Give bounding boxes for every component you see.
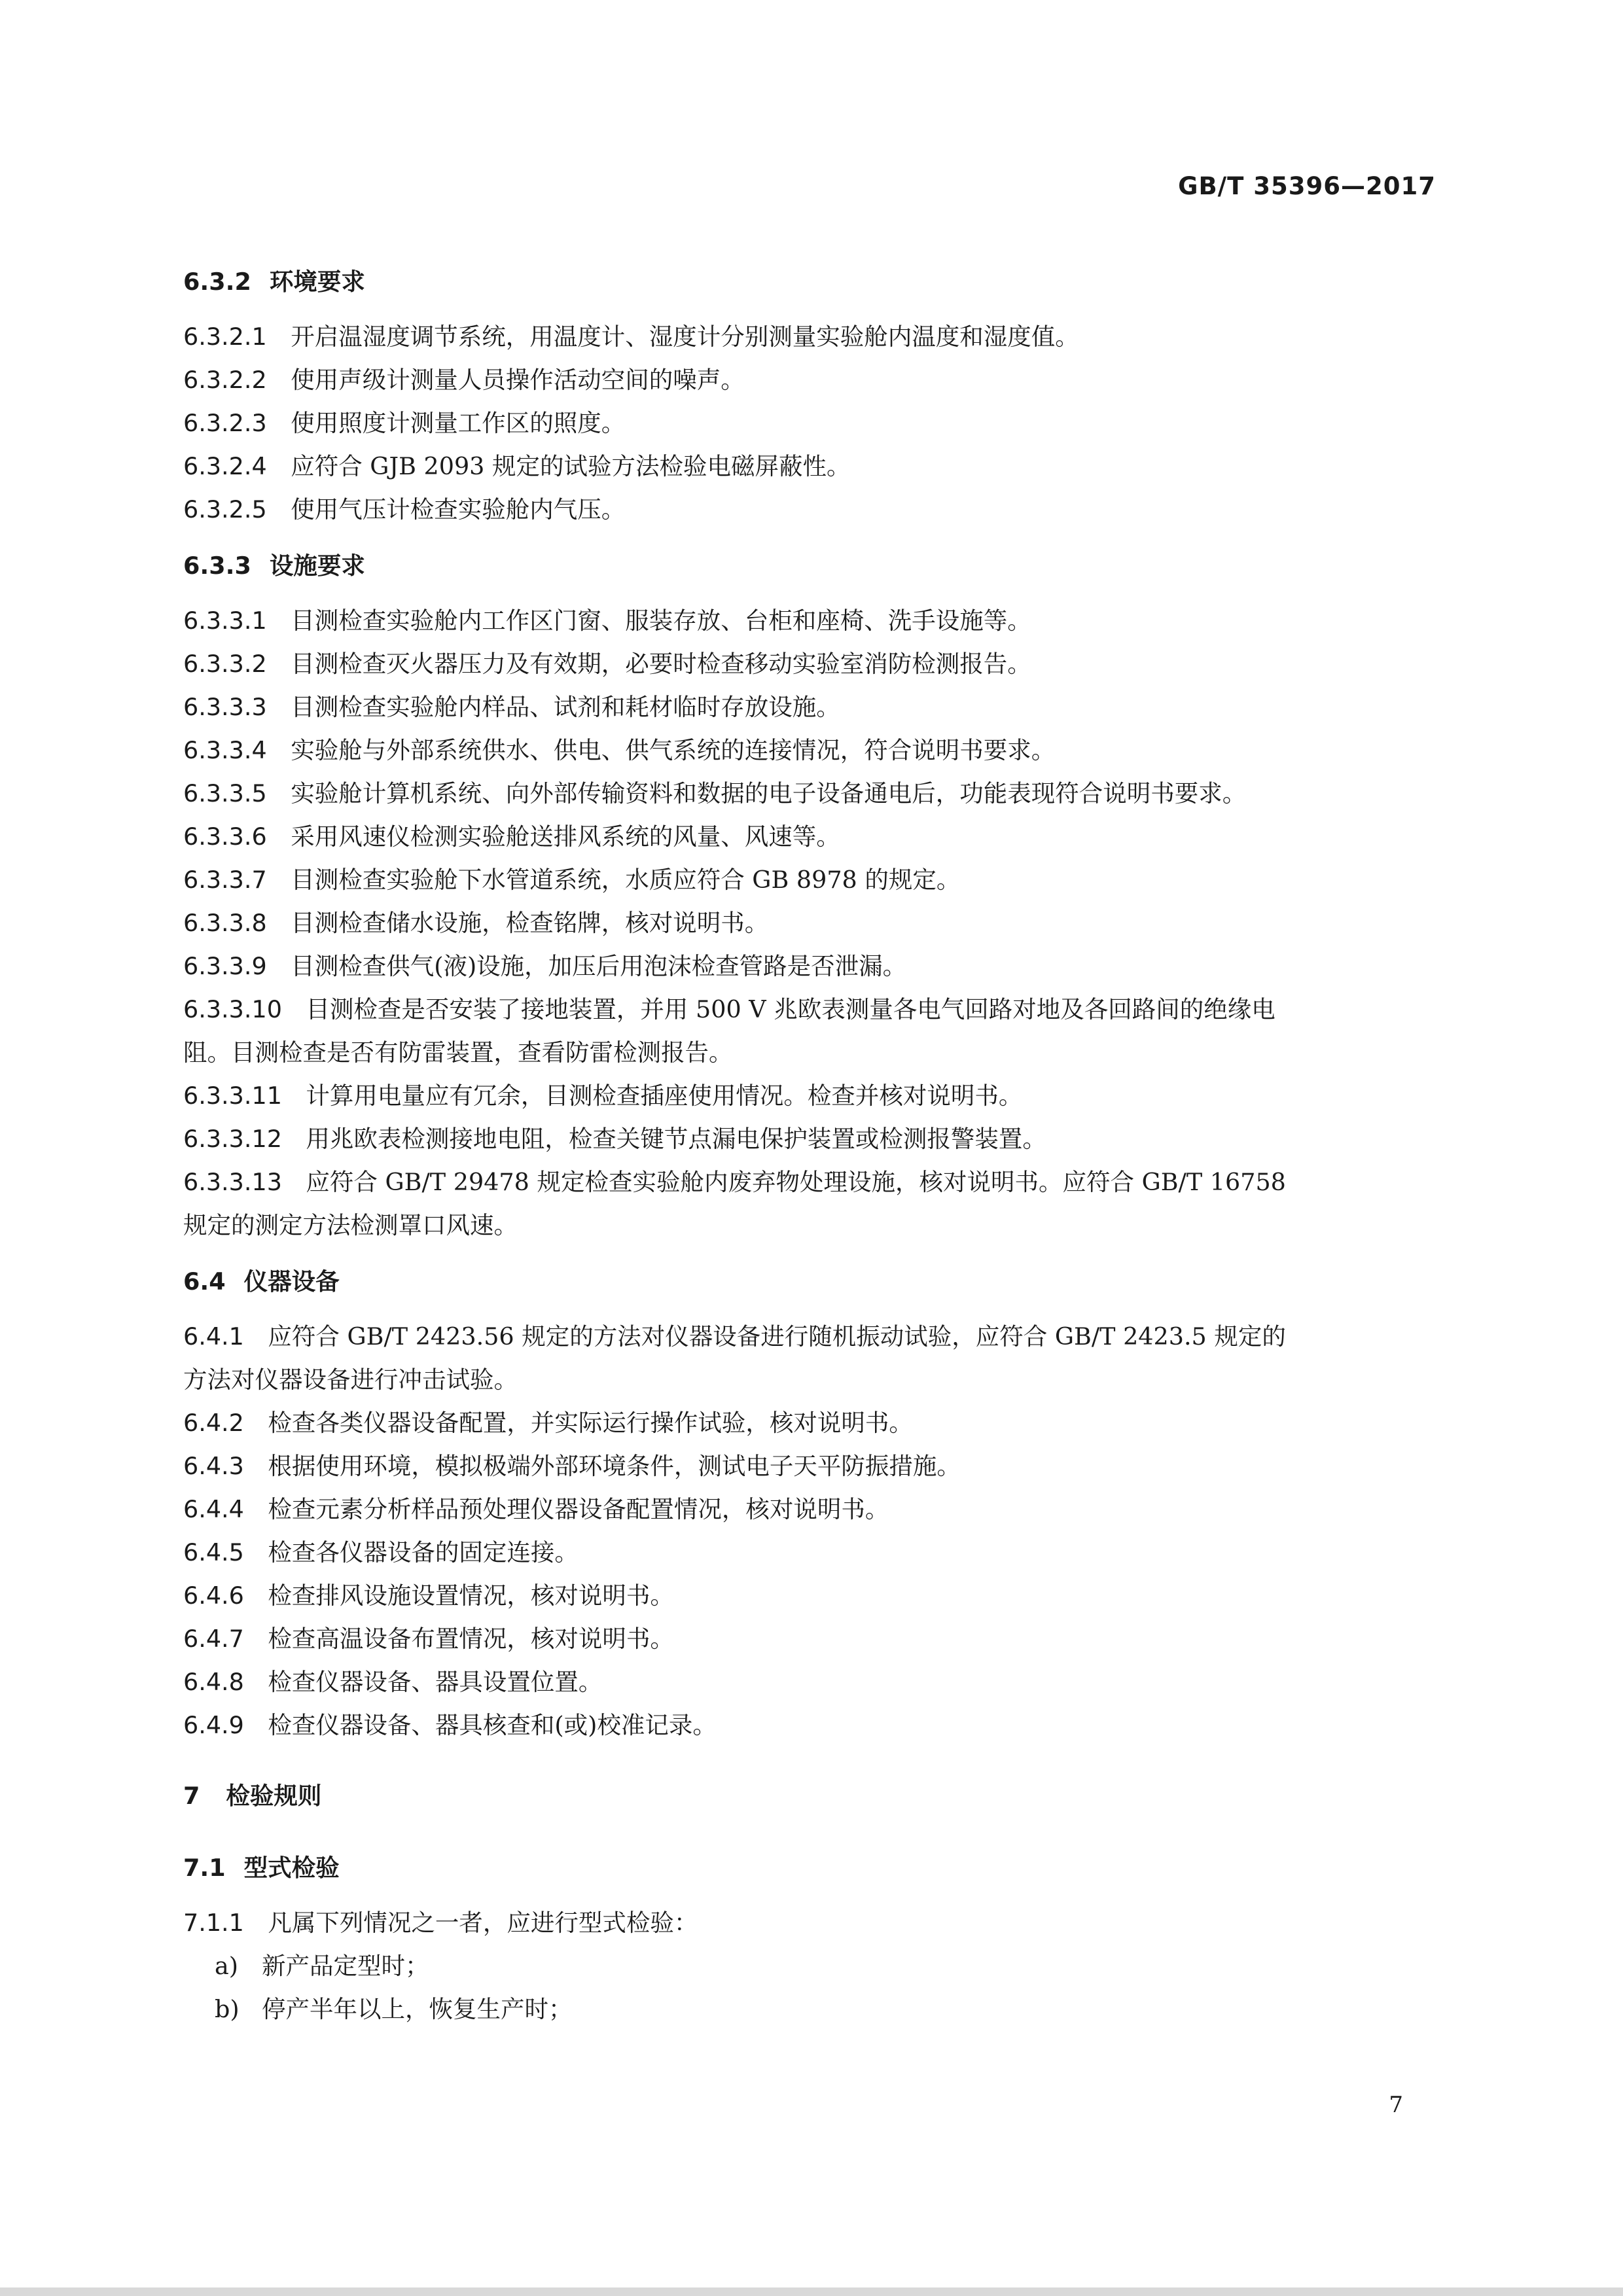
clause-6-3-2-2 [183, 359, 1441, 402]
clause-text: 目测检查供气(液)设施，加压后用泡沫检查管路是否泄漏。 [291, 952, 907, 980]
clause-6-3-3-10 [183, 988, 1441, 1031]
clause-number: 6.3.3.9 [183, 952, 267, 980]
clause-6-3-3-8 [183, 902, 1441, 945]
clause-text: 目测检查灭火器压力及有效期，必要时检查移动实验室消防检测报告。 [291, 650, 1031, 678]
clause-number: 6.3.3.3 [183, 693, 267, 721]
page-bottom-edge [0, 2287, 1623, 2296]
clause-6-4-1-cont: 方法对仪器设备进行冲击试验。 [183, 1366, 518, 1394]
clause-number: 6.4.2 [183, 1409, 244, 1437]
clause-6-4-5 [183, 1531, 1441, 1574]
chapter-title: 检验规则 [226, 1782, 322, 1810]
clause-number: 6.3.3.5 [183, 779, 267, 807]
clause-number: 6.4.6 [183, 1581, 244, 1610]
section-title: 仪器设备 [243, 1267, 340, 1296]
section-heading-7-1 [183, 1846, 1441, 1890]
clause-6-3-3-1 [183, 599, 1441, 643]
clause-text: 应符合 GB/T 2423.56 规定的方法对仪器设备进行随机振动试验，应符合 GB/T 2423.5 规定的 [268, 1322, 1286, 1351]
clause-number: 6.3.3.10 [183, 995, 282, 1023]
clause-number: 6.4.9 [183, 1711, 244, 1739]
list-item-text: 新产品定型时； [262, 1952, 429, 1980]
standard-code: GB/T 35396—2017 [1178, 172, 1436, 200]
clause-text: 目测检查实验舱内样品、试剂和耗材临时存放设施。 [291, 693, 840, 721]
clause-number: 6.3.3.7 [183, 866, 267, 894]
clause-text: 使用气压计检查实验舱内气压。 [291, 495, 626, 523]
clause-6-4-7 [183, 1617, 1441, 1661]
clause-number: 6.3.3.2 [183, 650, 267, 678]
clause-number: 6.3.3.13 [183, 1168, 282, 1196]
clause-number: 6.3.2.4 [183, 452, 267, 480]
clause-6-3-3-11 [183, 1074, 1441, 1118]
list-item-text: 停产半年以上，恢复生产时； [262, 1995, 573, 2023]
clause-6-3-3-9 [183, 945, 1441, 988]
clause-6-3-3-5 [183, 772, 1441, 815]
clause-6-3-3-2 [183, 643, 1441, 686]
section-heading-6-4 [183, 1260, 1441, 1303]
clause-text: 应符合 GJB 2093 规定的试验方法检验电磁屏蔽性。 [291, 452, 851, 480]
chapter-number: 7 [183, 1782, 200, 1810]
clause-6-4-1 [183, 1315, 1441, 1358]
clause-6-4-8 [183, 1661, 1441, 1704]
clause-6-4-6 [183, 1574, 1441, 1617]
clause-number: 7.1.1 [183, 1909, 244, 1937]
clause-6-4-9 [183, 1704, 1441, 1747]
clause-text: 开启温湿度调节系统，用温度计、湿度计分别测量实验舱内温度和湿度值。 [291, 323, 1079, 351]
section-number: 6.4 [183, 1267, 226, 1296]
section-number: 6.3.2 [183, 268, 251, 296]
clause-7-1-1 [183, 1901, 1441, 1945]
clause-text: 检查各仪器设备的固定连接。 [268, 1538, 579, 1566]
clause-6-3-3-4 [183, 729, 1441, 772]
clause-number: 6.4.5 [183, 1538, 244, 1566]
clause-number: 6.3.2.2 [183, 366, 267, 394]
clause-text: 目测检查实验舱内工作区门窗、服装存放、台柜和座椅、洗手设施等。 [291, 607, 1031, 635]
clause-text: 用兆欧表检测接地电阻，检查关键节点漏电保护装置或检测报警装置。 [306, 1125, 1046, 1153]
clause-6-3-2-4 [183, 445, 1441, 488]
list-item-b [183, 1988, 1441, 2031]
clause-number: 6.3.3.12 [183, 1125, 282, 1153]
clause-text: 使用声级计测量人员操作活动空间的噪声。 [291, 366, 745, 394]
section-number: 7.1 [183, 1854, 226, 1882]
list-item-a [183, 1945, 1441, 1988]
clause-text: 计算用电量应有冗余，目测检查插座使用情况。检查并核对说明书。 [306, 1082, 1023, 1110]
page-content [183, 260, 1441, 2031]
clause-text: 根据使用环境，模拟极端外部环境条件，测试电子天平防振措施。 [268, 1452, 961, 1480]
clause-6-3-2-1 [183, 315, 1441, 359]
clause-text: 目测检查是否安装了接地装置，并用 500 V 兆欧表测量各电气回路对地及各回路间的绝缘电 [306, 995, 1275, 1023]
clause-6-3-3-13-cont: 规定的测定方法检测罩口风速。 [183, 1211, 518, 1239]
clause-number: 6.3.3.4 [183, 736, 267, 764]
list-item-label: b) [215, 1995, 240, 2023]
clause-6-3-2-3 [183, 402, 1441, 445]
clause-text: 检查高温设备布置情况，核对说明书。 [268, 1625, 674, 1653]
clause-number: 6.4.7 [183, 1625, 244, 1653]
clause-text: 实验舱计算机系统、向外部传输资料和数据的电子设备通电后，功能表现符合说明书要求。 [291, 779, 1247, 807]
clause-text: 目测检查实验舱下水管道系统，水质应符合 GB 8978 的规定。 [291, 866, 961, 894]
clause-number: 6.3.3.8 [183, 909, 267, 937]
clause-text: 检查排风设施设置情况，核对说明书。 [268, 1581, 674, 1610]
clause-number: 6.3.3.6 [183, 822, 267, 851]
clause-number: 6.4.1 [183, 1322, 244, 1351]
chapter-heading-7 [183, 1775, 1441, 1818]
clause-number: 6.3.2.3 [183, 409, 267, 437]
clause-6-3-3-12 [183, 1118, 1441, 1161]
clause-6-3-2-5 [183, 488, 1441, 531]
clause-number: 6.3.3.11 [183, 1082, 282, 1110]
clause-text: 目测检查储水设施，检查铭牌，核对说明书。 [291, 909, 769, 937]
clause-6-3-3-13 [183, 1161, 1441, 1204]
section-title: 环境要求 [269, 268, 365, 296]
clause-text: 检查仪器设备、器具设置位置。 [268, 1668, 603, 1696]
clause-number: 6.3.2.1 [183, 323, 267, 351]
clause-text: 检查各类仪器设备配置，并实际运行操作试验，核对说明书。 [268, 1409, 913, 1437]
page-number: 7 [1389, 2092, 1403, 2118]
clause-text: 使用照度计测量工作区的照度。 [291, 409, 626, 437]
clause-6-4-2 [183, 1402, 1441, 1445]
clause-text: 应符合 GB/T 29478 规定检查实验舱内废弃物处理设施，核对说明书。应符合 GB/T 16758 [306, 1168, 1286, 1196]
list-item-label: a) [215, 1952, 239, 1980]
clause-6-3-3-7 [183, 858, 1441, 902]
clause-number: 6.3.2.5 [183, 495, 267, 523]
clause-number: 6.4.8 [183, 1668, 244, 1696]
clause-text: 实验舱与外部系统供水、供电、供气系统的连接情况，符合说明书要求。 [291, 736, 1056, 764]
section-heading-6-3-3 [183, 544, 1441, 588]
clause-number: 6.3.3.1 [183, 607, 267, 635]
clause-text: 检查仪器设备、器具核查和(或)校准记录。 [268, 1711, 717, 1739]
section-number: 6.3.3 [183, 552, 251, 580]
clause-6-4-4 [183, 1488, 1441, 1531]
section-title: 设施要求 [269, 552, 365, 580]
clause-text: 采用风速仪检测实验舱送排风系统的风量、风速等。 [291, 822, 840, 851]
section-title: 型式检验 [243, 1854, 340, 1882]
clause-number: 6.4.4 [183, 1495, 244, 1523]
section-heading-6-3-2 [183, 260, 1441, 304]
clause-6-3-3-10-cont: 阻。目测检查是否有防雷装置，查看防雷检测报告。 [183, 1038, 733, 1067]
clause-text: 凡属下列情况之一者，应进行型式检验： [268, 1909, 698, 1937]
clause-6-4-3 [183, 1445, 1441, 1488]
clause-text: 检查元素分析样品预处理仪器设备配置情况，核对说明书。 [268, 1495, 889, 1523]
clause-number: 6.4.3 [183, 1452, 244, 1480]
clause-6-3-3-6 [183, 815, 1441, 858]
clause-6-3-3-3 [183, 686, 1441, 729]
